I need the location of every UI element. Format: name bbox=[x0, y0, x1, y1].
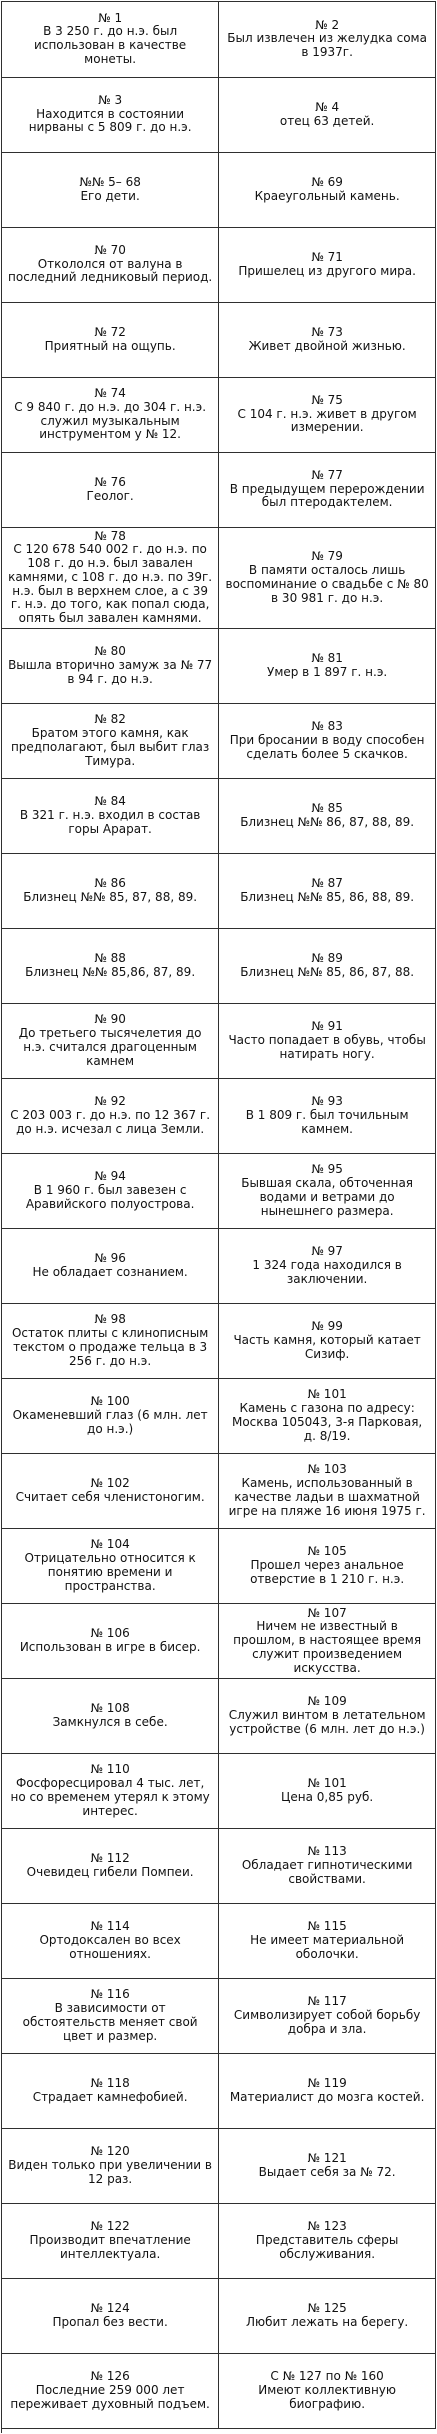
stone-number: № 73 bbox=[311, 324, 343, 339]
catalog-cell-right bbox=[219, 1829, 436, 1904]
stone-number: № 92 bbox=[94, 1094, 126, 1109]
table-row bbox=[2, 704, 436, 779]
stone-description: отец 63 детей. bbox=[279, 113, 375, 128]
stone-number: № 76 bbox=[94, 474, 126, 489]
stone-description: В предыдущем перерождении был птеродактелем. bbox=[229, 481, 425, 510]
table-row bbox=[2, 152, 436, 227]
stone-description: Его дети. bbox=[80, 188, 140, 203]
stone-number: № 80 bbox=[94, 644, 126, 659]
table-row bbox=[2, 1604, 436, 1679]
stone-description: Живет двойной жизнью. bbox=[248, 338, 406, 353]
catalog-cell-right bbox=[219, 1004, 436, 1079]
table-row bbox=[2, 527, 436, 629]
stone-number: № 77 bbox=[311, 467, 343, 482]
catalog-cell-left bbox=[2, 1154, 219, 1229]
stone-description: Производит впечатление интеллектуала. bbox=[29, 2233, 191, 2261]
catalog-cell-left bbox=[2, 1754, 219, 1829]
table-row bbox=[2, 1679, 436, 1754]
table-row bbox=[2, 1829, 436, 1904]
catalog-cell-right bbox=[219, 527, 436, 629]
stone-description: При бросании в воду способен сделать более 5 скачков. bbox=[229, 733, 425, 761]
stone-number: № 3 bbox=[98, 92, 123, 107]
catalog-cell-right bbox=[219, 1229, 436, 1304]
stone-description: В 1 960 г. был завезен с Аравийского полуострова. bbox=[25, 1183, 195, 1211]
table-row bbox=[2, 2129, 436, 2204]
catalog-cell-right bbox=[219, 2, 436, 77]
stone-number: № 98 bbox=[94, 1312, 126, 1327]
table-row bbox=[2, 1379, 436, 1454]
stone-description: Пропал без вести. bbox=[52, 2315, 168, 2330]
stone-number: № 126 bbox=[90, 2369, 130, 2384]
stone-number: № 78 bbox=[94, 528, 126, 543]
table-row bbox=[2, 1004, 436, 1079]
stone-number: № 4 bbox=[315, 99, 340, 114]
catalog-cell-right bbox=[219, 77, 436, 152]
stone-number: № 101 bbox=[307, 1776, 347, 1791]
stone-description: Последние 259 000 лет переживает духовный подъем. bbox=[10, 2383, 210, 2411]
stone-description: Служил винтом в летательном устройстве (6 млн. лет до н.э.) bbox=[228, 1708, 426, 1736]
catalog-cell-left bbox=[2, 929, 219, 1004]
stone-number: № 81 bbox=[311, 651, 343, 666]
stone-description: Часть камня, который катает Сизиф. bbox=[233, 1333, 421, 1361]
stone-number: № 107 bbox=[307, 1605, 347, 1620]
table-row bbox=[2, 854, 436, 929]
stone-description: Обладает гипнотическими свойствами. bbox=[241, 1858, 413, 1886]
table-row bbox=[2, 1904, 436, 1979]
table-row bbox=[2, 1304, 436, 1379]
stone-description: Камень с газона по адресу: Москва 105043, 3-я Парковая, д. 8/19. bbox=[231, 1401, 423, 1443]
table-row bbox=[2, 2, 436, 77]
stone-description: Часто попадает в обувь, чтобы натирать ногу. bbox=[228, 1033, 426, 1061]
stone-number: № 1 bbox=[98, 10, 123, 25]
stone-number: № 90 bbox=[94, 1012, 126, 1027]
catalog-cell-right bbox=[219, 1154, 436, 1229]
table-row bbox=[2, 452, 436, 527]
stone-description: Был извлечен из желудка сома в 1937г. bbox=[227, 31, 427, 60]
stone-description: Вышла вторично замуж за № 77 в 94 г. до н.э. bbox=[8, 658, 213, 686]
catalog-cell-right bbox=[219, 2129, 436, 2204]
catalog-cell-right bbox=[219, 1904, 436, 1979]
stone-description: Ортодоксален во всех отношениях. bbox=[39, 1933, 181, 1961]
table-row bbox=[2, 779, 436, 854]
catalog-cell-left bbox=[2, 1379, 219, 1454]
stone-number: № 114 bbox=[90, 1919, 130, 1934]
stone-description: Замкнулся в себе. bbox=[52, 1715, 168, 1730]
catalog-cell-right bbox=[219, 929, 436, 1004]
stone-number: № 2 bbox=[315, 17, 340, 32]
catalog-cell-right bbox=[219, 302, 436, 377]
stone-number: № 88 bbox=[94, 951, 126, 966]
stone-number: № 99 bbox=[311, 1319, 343, 1334]
stone-number: № 83 bbox=[311, 719, 343, 734]
stone-description: Материалист до мозга костей. bbox=[229, 2090, 425, 2105]
catalog-cell-right bbox=[219, 1454, 436, 1529]
catalog-cell-left bbox=[2, 854, 219, 929]
stone-description: Камень, использованный в качестве ладьи в шахматной игре на пляже 16 июня 1975 г. bbox=[228, 1476, 426, 1518]
catalog-cell-right bbox=[219, 2354, 436, 2429]
catalog-cell-left bbox=[2, 1004, 219, 1079]
stone-description: В памяти осталось лишь воспоминание о свадьбе с № 80 в 30 981 г. до н.э. bbox=[225, 562, 429, 605]
stone-description: Умер в 1 897 г. н.э. bbox=[267, 665, 388, 680]
stone-number: № 117 bbox=[307, 1994, 347, 2009]
catalog-cell-right bbox=[219, 227, 436, 302]
stone-description: Приятный на ощупь. bbox=[44, 338, 176, 353]
stone-number: № 106 bbox=[90, 1626, 130, 1641]
catalog-cell-left bbox=[2, 77, 219, 152]
table-row bbox=[2, 1979, 436, 2054]
stone-description: С 203 003 г. до н.э. по 12 367 г. до н.э. исчезал с лица Земли. bbox=[10, 1108, 211, 1136]
stone-number: № 122 bbox=[90, 2219, 130, 2234]
stone-number: С № 127 по № 160 bbox=[270, 2369, 384, 2384]
catalog-cell-right bbox=[219, 1304, 436, 1379]
stone-number: № 102 bbox=[90, 1476, 130, 1491]
stone-description: Ничем не известный в прошлом, в настоящее время служит произведением искусства. bbox=[233, 1619, 422, 1675]
catalog-cell-right bbox=[219, 1754, 436, 1829]
stone-number: № 72 bbox=[94, 324, 126, 339]
stone-catalog-table bbox=[2, 2, 436, 2429]
catalog-cell-right bbox=[219, 1379, 436, 1454]
stone-number: № 108 bbox=[90, 1701, 130, 1716]
catalog-cell-left bbox=[2, 1454, 219, 1529]
stone-description: Находится в состоянии нирваны с 5 809 г. до н.э. bbox=[28, 106, 192, 135]
stone-number: № 74 bbox=[94, 385, 126, 400]
stone-number: № 95 bbox=[311, 1162, 343, 1177]
stone-description: В 1 809 г. был точильным камнем. bbox=[245, 1108, 409, 1136]
stone-description: Близнец №№ 85, 86, 87, 88. bbox=[240, 965, 415, 980]
stone-description: Пришелец из другого мира. bbox=[238, 263, 416, 278]
stone-description: Прошел через анальное отверстие в 1 210 г. н.э. bbox=[250, 1558, 405, 1586]
stone-number: № 120 bbox=[90, 2144, 130, 2159]
catalog-cell-right bbox=[219, 629, 436, 704]
table-row bbox=[2, 1454, 436, 1529]
table-row bbox=[2, 2279, 436, 2354]
table-row bbox=[2, 1529, 436, 1604]
catalog-cell-left bbox=[2, 152, 219, 227]
stone-number: № 125 bbox=[307, 2301, 347, 2316]
table-row bbox=[2, 1154, 436, 1229]
stone-number: № 96 bbox=[94, 1251, 126, 1266]
stone-number: № 101 bbox=[307, 1387, 347, 1402]
catalog-cell-left bbox=[2, 1304, 219, 1379]
table-row bbox=[2, 2054, 436, 2129]
catalog-cell-right bbox=[219, 1604, 436, 1679]
stone-description: Представитель сферы обслуживания. bbox=[255, 2233, 399, 2261]
stone-description: Цена 0,85 руб. bbox=[281, 1790, 374, 1805]
table-row bbox=[2, 302, 436, 377]
catalog-cell-left bbox=[2, 704, 219, 779]
stone-description: Отрицательно относится к понятию времени и пространства. bbox=[24, 1551, 196, 1593]
stone-description: В 3 250 г. до н.э. был использован в качестве монеты. bbox=[34, 24, 187, 67]
catalog-cell-left bbox=[2, 1604, 219, 1679]
catalog-cell-left bbox=[2, 1079, 219, 1154]
stone-description: Братом этого камня, как предполагают, был выбит глаз Тимура. bbox=[10, 726, 210, 768]
stone-number: № 105 bbox=[307, 1544, 347, 1559]
stone-number: № 85 bbox=[311, 801, 343, 816]
table-row bbox=[2, 629, 436, 704]
stone-number: № 113 bbox=[307, 1844, 347, 1859]
catalog-cell-right bbox=[219, 452, 436, 527]
stone-description: 1 324 года находился в заключении. bbox=[252, 1258, 402, 1286]
stone-description: Остаток плиты с клинописным текстом о продаже тельца в 3 256 г. до н.э. bbox=[11, 1326, 209, 1368]
stone-number: № 91 bbox=[311, 1019, 343, 1034]
stone-number: № 121 bbox=[307, 2151, 347, 2166]
stone-description: Близнец №№ 85, 86, 88, 89. bbox=[240, 890, 415, 905]
stone-description: До третьего тысячелетия до н.э. считался драгоценным камнем bbox=[18, 1026, 202, 1068]
stone-description: Не имеет материальной оболочки. bbox=[250, 1933, 405, 1961]
catalog-cell-left bbox=[2, 452, 219, 527]
catalog-cell-left bbox=[2, 377, 219, 452]
catalog-cell-left bbox=[2, 2054, 219, 2129]
stone-description: С 9 840 г. до н.э. до 304 г. н.э. служил музыкальным инструментом у № 12. bbox=[14, 399, 207, 442]
stone-description: Близнец №№ 86, 87, 88, 89. bbox=[240, 815, 415, 830]
stone-number: № 97 bbox=[311, 1244, 343, 1259]
table-row bbox=[2, 1229, 436, 1304]
stone-number: № 104 bbox=[90, 1537, 130, 1552]
catalog-cell-right bbox=[219, 704, 436, 779]
stone-number: № 109 bbox=[307, 1694, 347, 1709]
stone-number: № 110 bbox=[90, 1762, 130, 1777]
stone-description: Страдает камнефобией. bbox=[32, 2090, 188, 2105]
catalog-cell-left bbox=[2, 1529, 219, 1604]
catalog-cell-left bbox=[2, 779, 219, 854]
stone-description: Любит лежать на берегу. bbox=[246, 2315, 409, 2330]
catalog-cell-left bbox=[2, 2129, 219, 2204]
table-row bbox=[2, 377, 436, 452]
catalog-cell-left bbox=[2, 302, 219, 377]
stone-description: Откололся от валуна в последний ледниковый период. bbox=[8, 256, 213, 285]
stone-description: Использован в игре в бисер. bbox=[19, 1640, 201, 1655]
stone-description: В зависимости от обстоятельств меняет свой цвет и размер. bbox=[22, 2001, 198, 2043]
stone-description: Окаменевший глаз (6 млн. лет до н.э.) bbox=[12, 1408, 208, 1436]
catalog-cell-left bbox=[2, 227, 219, 302]
stone-description: Считает себя членистоногим. bbox=[15, 1490, 205, 1505]
stone-number: № 124 bbox=[90, 2301, 130, 2316]
catalog-cell-right bbox=[219, 2204, 436, 2279]
table-row bbox=[2, 77, 436, 152]
catalog-cell-right bbox=[219, 152, 436, 227]
stone-number: № 89 bbox=[311, 951, 343, 966]
table-row bbox=[2, 929, 436, 1004]
stone-description: Близнец №№ 85,86, 87, 89. bbox=[25, 965, 196, 980]
stone-number: №№ 5– 68 bbox=[79, 174, 141, 189]
stone-number: № 103 bbox=[307, 1462, 347, 1477]
catalog-cell-right bbox=[219, 377, 436, 452]
stone-description: Выдает себя за № 72. bbox=[258, 2165, 396, 2180]
stone-number: № 69 bbox=[311, 174, 343, 189]
catalog-cell-left bbox=[2, 1904, 219, 1979]
catalog-cell-left bbox=[2, 1679, 219, 1754]
stone-number: № 100 bbox=[90, 1394, 130, 1409]
catalog-cell-left bbox=[2, 629, 219, 704]
table-row bbox=[2, 2204, 436, 2279]
catalog-cell-right bbox=[219, 1979, 436, 2054]
stone-description: Фосфоресцировал 4 тыс. лет, но со временем утерял к этому интерес. bbox=[10, 1776, 210, 1818]
catalog-cell-right bbox=[219, 854, 436, 929]
stone-number: № 87 bbox=[311, 876, 343, 891]
table-row bbox=[2, 2354, 436, 2429]
stone-number: № 70 bbox=[94, 242, 126, 257]
stone-description: Не обладает сознанием. bbox=[32, 1265, 188, 1280]
stone-description: Близнец №№ 85, 87, 88, 89. bbox=[23, 890, 198, 905]
catalog-cell-left bbox=[2, 2279, 219, 2354]
catalog-cell-right bbox=[219, 1679, 436, 1754]
stone-description: С 104 г. н.э. живет в другом измерении. bbox=[237, 406, 417, 435]
catalog-cell-right bbox=[219, 1079, 436, 1154]
stone-number: № 86 bbox=[94, 876, 126, 891]
stone-number: № 118 bbox=[90, 2076, 130, 2091]
stone-number: № 82 bbox=[94, 712, 126, 727]
stone-description: Очевидец гибели Помпеи. bbox=[26, 1865, 194, 1880]
stone-number: № 119 bbox=[307, 2076, 347, 2091]
catalog-cell-left bbox=[2, 2, 219, 77]
catalog-cell-right bbox=[219, 2054, 436, 2129]
table-row bbox=[2, 1754, 436, 1829]
catalog-cell-left bbox=[2, 2354, 219, 2429]
stone-number: № 123 bbox=[307, 2219, 347, 2234]
stone-number: № 115 bbox=[307, 1919, 347, 1934]
stone-number: № 75 bbox=[311, 392, 343, 407]
stone-number: № 93 bbox=[311, 1094, 343, 1109]
catalog-sheet bbox=[1, 1, 436, 2433]
stone-description: Символизирует собой борьбу добра и зла. bbox=[233, 2008, 421, 2036]
stone-description: Краеугольный камень. bbox=[254, 188, 400, 203]
table-row bbox=[2, 227, 436, 302]
stone-description: Имеют коллективную биографию. bbox=[258, 2383, 397, 2411]
stone-number: № 94 bbox=[94, 1169, 126, 1184]
catalog-body bbox=[2, 2, 436, 2429]
catalog-cell-right bbox=[219, 1529, 436, 1604]
stone-description: Геолог. bbox=[86, 488, 134, 503]
stone-description: Бывшая скала, обточенная водами и ветрами до нынешнего размера. bbox=[241, 1176, 414, 1218]
stone-number: № 116 bbox=[90, 1987, 130, 2002]
catalog-cell-left bbox=[2, 1979, 219, 2054]
stone-description: Виден только при увеличении в 12 раз. bbox=[8, 2158, 212, 2186]
catalog-cell-right bbox=[219, 2279, 436, 2354]
catalog-cell-left bbox=[2, 2204, 219, 2279]
stone-number: № 112 bbox=[90, 1851, 130, 1866]
stone-number: № 71 bbox=[311, 249, 343, 264]
catalog-cell-left bbox=[2, 1229, 219, 1304]
table-row bbox=[2, 1079, 436, 1154]
stone-number: № 84 bbox=[94, 794, 126, 809]
catalog-cell-left bbox=[2, 527, 219, 629]
catalog-cell-right bbox=[219, 779, 436, 854]
stone-description: С 120 678 540 002 г. до н.э. по 108 г. до н.э. был завален камнями, с 108 г. до н.э. по 39г. н.э. был в верхнем слое, а с 39 г. н.э. до того, как попал сюда, опять был завален камнями. bbox=[8, 542, 213, 626]
stone-description: В 321 г. н.э. входил в состав горы Арарат. bbox=[19, 808, 201, 836]
catalog-cell-left bbox=[2, 1829, 219, 1904]
stone-number: № 79 bbox=[311, 549, 343, 564]
